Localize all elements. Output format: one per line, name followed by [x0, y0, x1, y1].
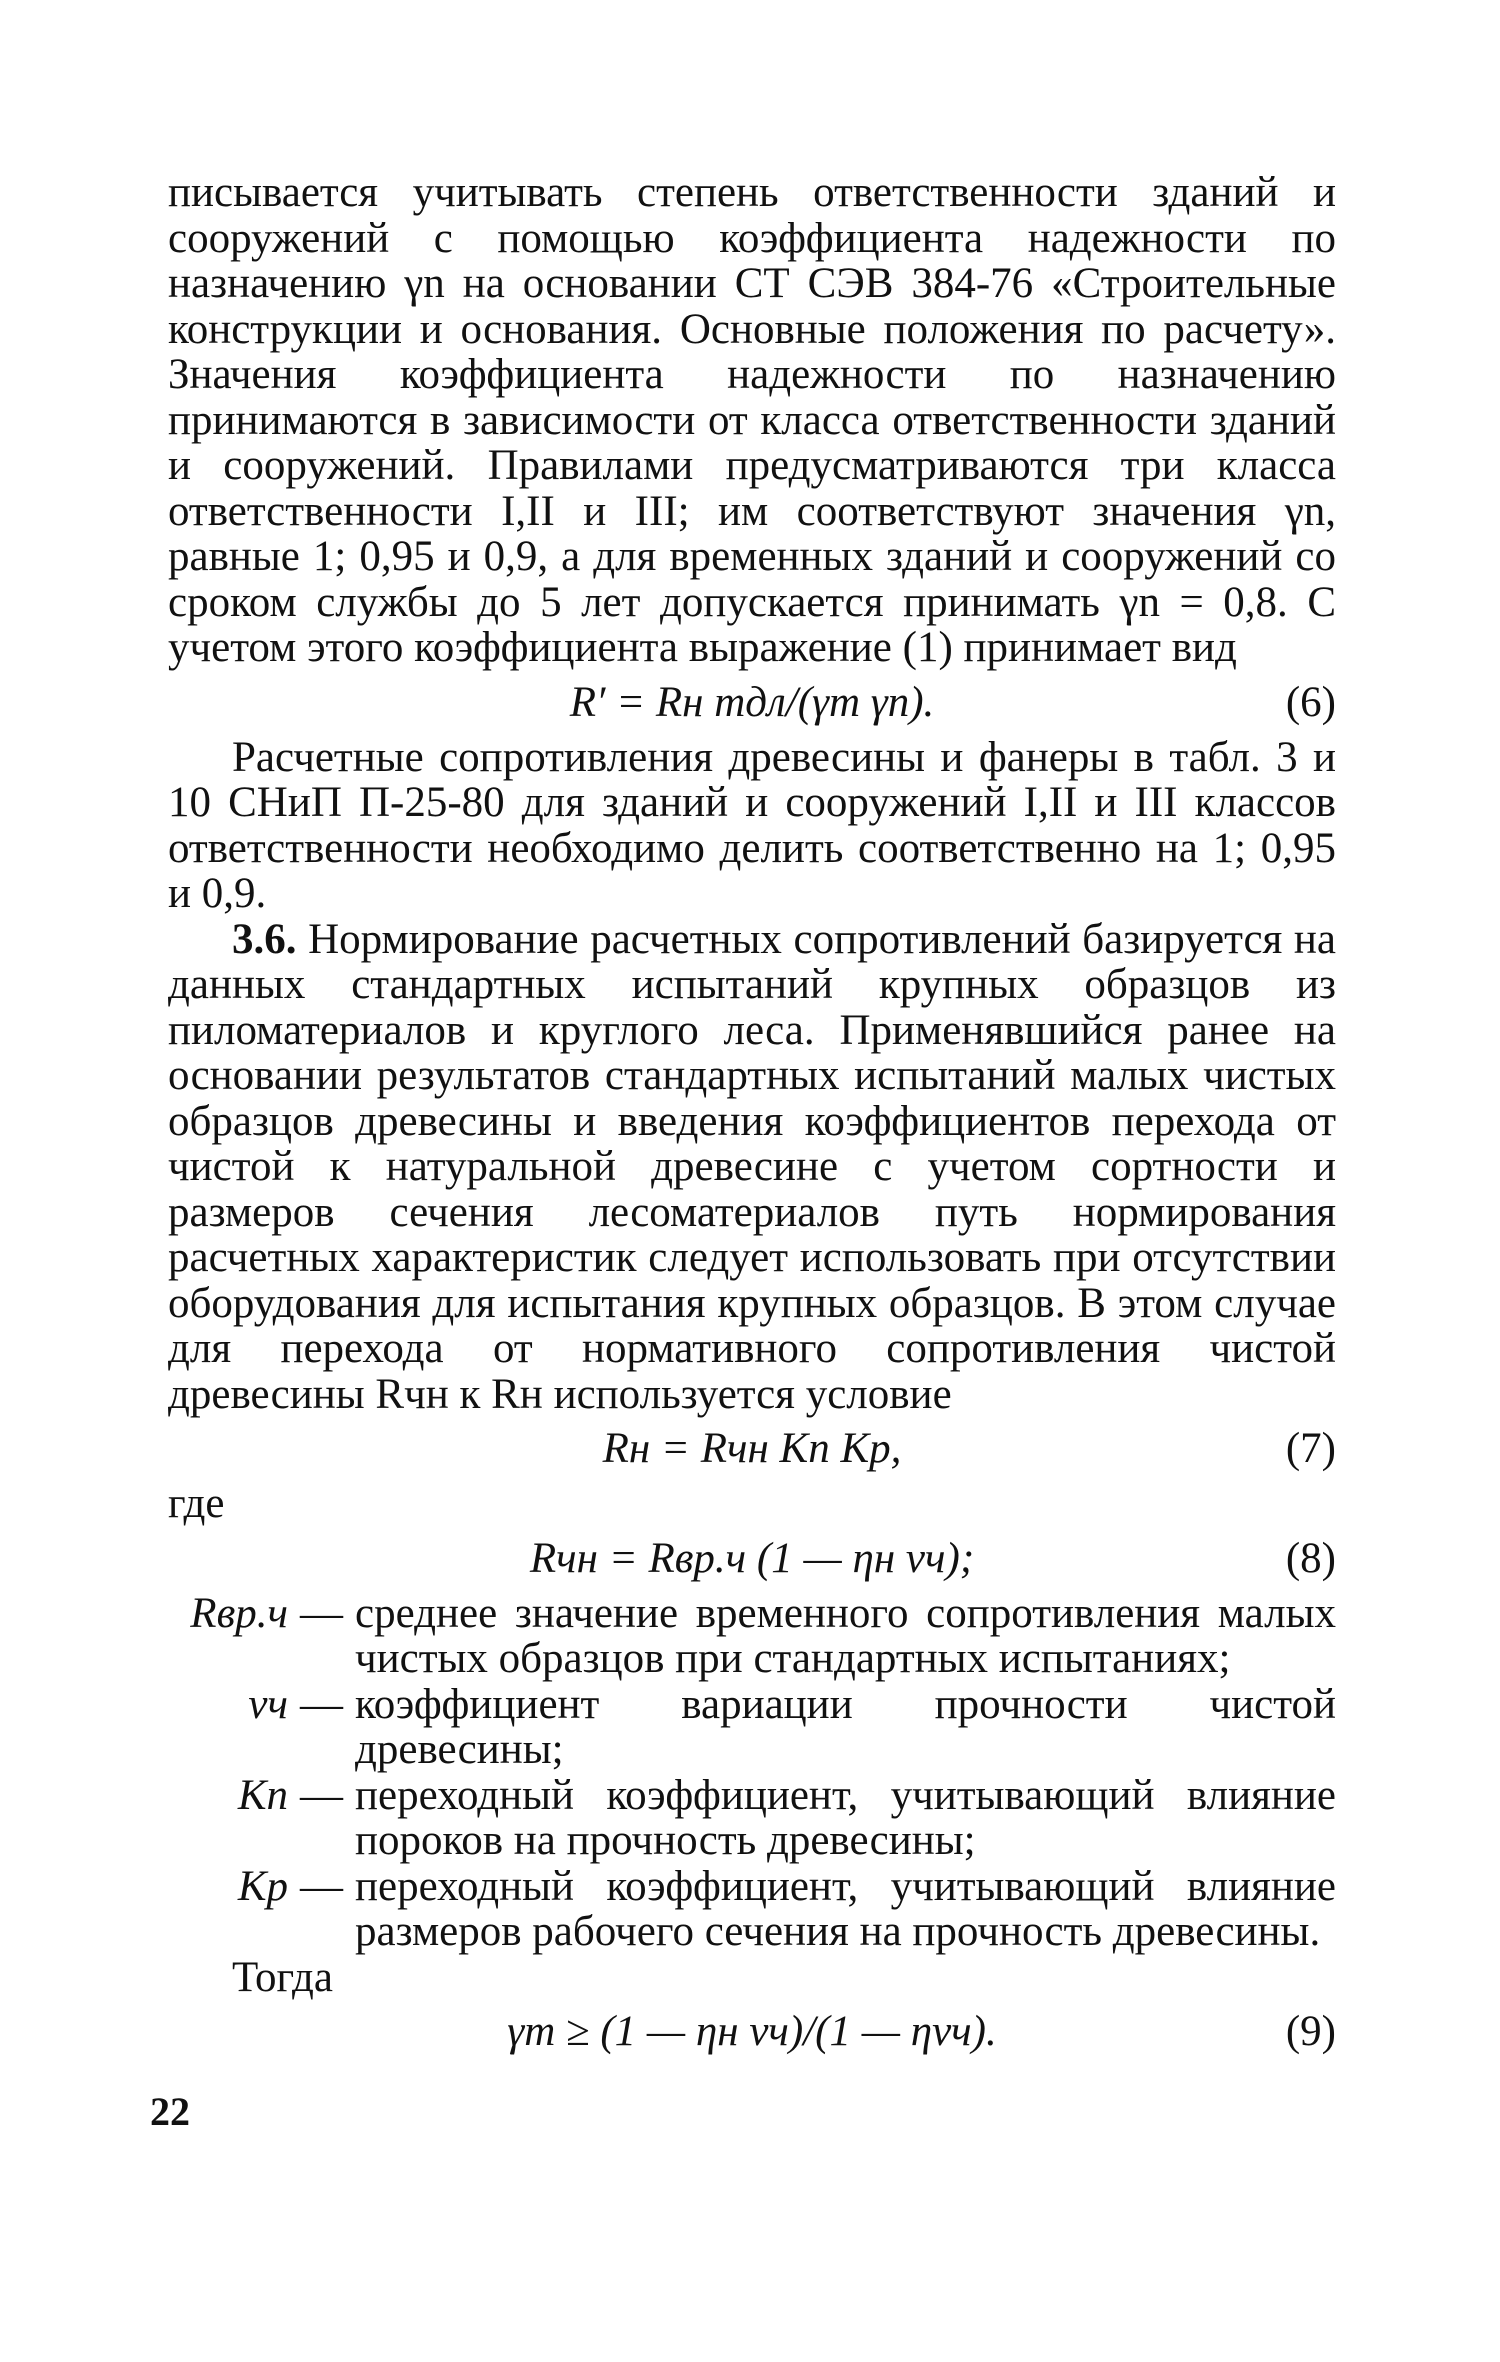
- formula-8-number: (8): [1285, 1534, 1336, 1582]
- page-body: [168, 170, 1336, 2064]
- definition-description: среднее значение временного сопротивления малых чистых образцов при стандартных испытаниях;: [355, 1589, 1336, 1682]
- definition-term: νч: [248, 1680, 288, 1728]
- section-text: Нормирование расчетных сопротивлений базируется на данных стандартных испытаний крупных образцов из пиломатериалов и круглого леса. Применявшийся ранее на основании результатов стандартных испытаний малых чистых образцов древесины и введения коэффициентов перехода от чистой к натуральной древесине с учетом сортности и размеров сечения лесоматериалов путь нормирования расчетных характеристик следует использовать при отсутствии оборудования для испытания крупных образцов. В этом случае для перехода от нормативного сопротивления чистой древесины Rчн к Rн используется условие: [168, 915, 1336, 1418]
- formula-8: [168, 1527, 1336, 1591]
- formula-6-number: (6): [1285, 678, 1336, 726]
- definition-dash: —: [300, 1862, 343, 1910]
- definition-item: [168, 1591, 1336, 1682]
- formula-9: [168, 2000, 1336, 2064]
- definition-dash: —: [300, 1771, 343, 1819]
- formula-7-expression: Rн = Rчн Kп Kр,: [602, 1425, 902, 1472]
- definition-dash: —: [300, 1589, 343, 1637]
- paragraph-intro: писывается учитывать степень ответственности зданий и сооружений с помощью коэффициента надежности по назначению γn на основании СТ СЭВ 384-76 «Строительные конструкции и основания. Основные положения по расчету». Значения коэффициента надежности по назначению принимаются в зависимости от класса ответственности зданий и сооружений. Правилами предусматриваются три класса ответственности I,II и III; им соответствуют значения γn, равные 1; 0,95 и 0,9, а для временных зданий и сооружений со сроком службы до 5 лет допускается принимать γn = 0,8. С учетом этого коэффициента выражение (1) принимает вид: [168, 169, 1336, 671]
- formula-7-number: (7): [1285, 1425, 1336, 1472]
- definition-term: Rвр.ч: [190, 1589, 288, 1637]
- section-number: 3.6.: [232, 915, 297, 963]
- where-label: где: [168, 1480, 225, 1527]
- definition-item: [168, 1682, 1336, 1773]
- definition-term: Kп: [237, 1771, 288, 1819]
- formula-6: [168, 671, 1336, 735]
- paragraph-after-6: Расчетные сопротивления древесины и фанеры в табл. 3 и 10 СНиП П-25-80 для зданий и сооружений I,II и III классов ответственности необходимо делить соответственно на 1; 0,95 и 0,9.: [168, 733, 1336, 917]
- definition-item: [168, 1773, 1336, 1864]
- definition-description: переходный коэффициент, учитывающий влияние пороков на прочность древесины;: [355, 1771, 1336, 1864]
- then-label: Тогда: [232, 1953, 333, 2001]
- formula-6-expression: R′ = Rн mдл/(γm γn).: [569, 678, 935, 726]
- page-number: 22: [150, 2089, 190, 2134]
- definition-item: [168, 1864, 1336, 1955]
- definition-term: Kр: [237, 1862, 288, 1910]
- section-3-6: [168, 917, 1336, 1418]
- formula-9-expression: γm ≥ (1 — ηн νч)/(1 — ηνч).: [507, 2008, 997, 2055]
- formula-9-number: (9): [1285, 2008, 1336, 2055]
- definition-dash: —: [300, 1680, 343, 1728]
- definition-description: переходный коэффициент, учитывающий влияние размеров рабочего сечения на прочность древесины.: [355, 1862, 1336, 1955]
- formula-8-expression: Rчн = Rвр.ч (1 — ηн νч);: [529, 1534, 975, 1582]
- definition-list: [168, 1591, 1336, 1955]
- formula-7: [168, 1417, 1336, 1481]
- definition-description: коэффициент вариации прочности чистой древесины;: [355, 1680, 1336, 1773]
